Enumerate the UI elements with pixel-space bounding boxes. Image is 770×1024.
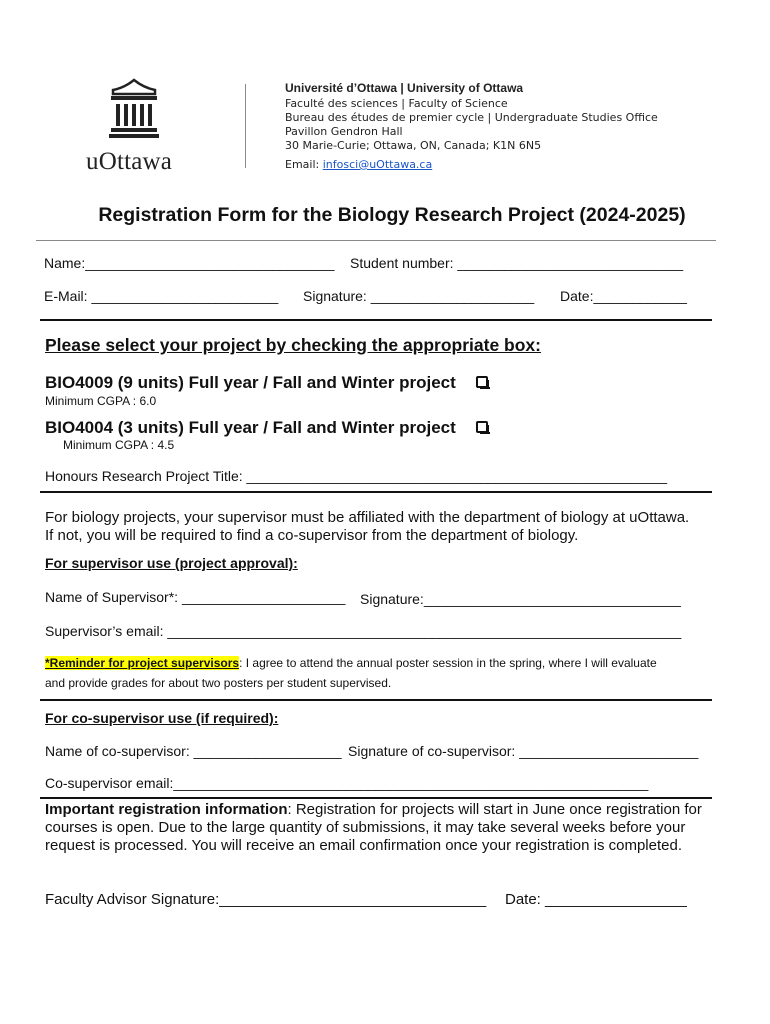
name-field[interactable]: Name:________________________________ [44,255,335,271]
project-bio4009-checkbox[interactable] [476,376,488,388]
university-name: Université d’Ottawa | University of Ottawa [285,81,524,95]
building-crest-icon [109,78,159,140]
supervisor-name-field[interactable]: Name of Supervisor*: _____________________ [45,589,346,605]
faculty-advisor-date-field[interactable]: Date: _________________ [505,891,687,908]
supervisor-email-field[interactable]: Supervisor’s email: __________________________________________________________________ [45,623,682,639]
faculty-name: Faculté des sciences | Faculty of Science [285,97,508,110]
student-date-field[interactable]: Date:____________ [560,288,687,304]
select-project-heading: Please select your project by checking the appropriate box: [45,335,541,355]
project-bio4004-checkbox[interactable] [476,421,488,433]
project-bio4009-requirement: Minimum CGPA : 6.0 [45,394,157,408]
section-divider [40,797,712,799]
cosupervisor-name-field[interactable]: Name of co-supervisor: ___________________ [45,743,342,759]
affiliation-note-line2: If not, you will be required to find a co-supervisor from the department of biology. [45,527,579,544]
student-email-field[interactable]: E-Mail: ________________________ [44,288,279,304]
reminder-label: *Reminder for project supervisors [45,656,240,670]
affiliation-note-line1: For biology projects, your supervisor must be affiliated with the department of biology at uOttawa. [45,509,690,526]
building-name: Pavillon Gendron Hall [285,125,403,138]
project-bio4009-label: BIO4009 (9 units) Full year / Fall and Winter project [45,373,456,392]
student-signature-field[interactable]: Signature: _____________________ [303,288,535,304]
header-divider [245,84,246,168]
address: 30 Marie-Curie; Ottawa, ON, Canada; K1N 6N5 [285,139,542,152]
email-link[interactable]: infosci@uOttawa.ca [322,158,433,171]
important-registration-info [45,801,705,855]
logo-wordmark: uOttawa [86,148,173,175]
email-label: Email: [285,158,323,171]
office-name: Bureau des études de premier cycle | Undergraduate Studies Office [285,111,658,124]
supervisor-reminder [45,656,657,670]
cosupervisor-email-field[interactable]: Co-supervisor email:_____________________________________________________________ [45,775,649,791]
cosupervisor-section-heading: For co-supervisor use (if required): [45,710,279,726]
project-bio4004-requirement: Minimum CGPA : 4.5 [63,438,175,452]
supervisor-section-heading: For supervisor use (project approval): [45,555,298,571]
student-number-field[interactable]: Student number: _____________________________ [350,255,684,271]
supervisor-signature-field[interactable]: Signature:_________________________________ [360,591,681,607]
important-text: : Registration for projects will start in June once registration for courses is open. Due to the large quantity of submissions, it may take several weeks before your request is processed. You will receive an email confirmation once your registration is completed. [45,801,702,854]
title-divider [36,240,716,241]
reminder-text: : I agree to attend the annual poster session in the spring, where I will evaluate [239,656,657,670]
honours-title-field[interactable]: Honours Research Project Title: ______________________________________________________ [45,468,667,484]
supervisor-reminder-line2: and provide grades for about two posters per student supervised. [45,676,392,690]
email-line [285,158,432,172]
project-bio4004-label: BIO4004 (3 units) Full year / Fall and Winter project [45,418,456,437]
section-divider [40,319,712,321]
section-divider [40,699,712,701]
important-label: Important registration information [45,801,288,818]
cosupervisor-signature-field[interactable]: Signature of co-supervisor: _______________________ [348,743,699,759]
section-divider [40,491,712,493]
faculty-advisor-signature-field[interactable]: Faculty Advisor Signature:________________________________ [45,891,487,908]
page-title: Registration Form for the Biology Research Project (2024-2025) [98,204,686,226]
